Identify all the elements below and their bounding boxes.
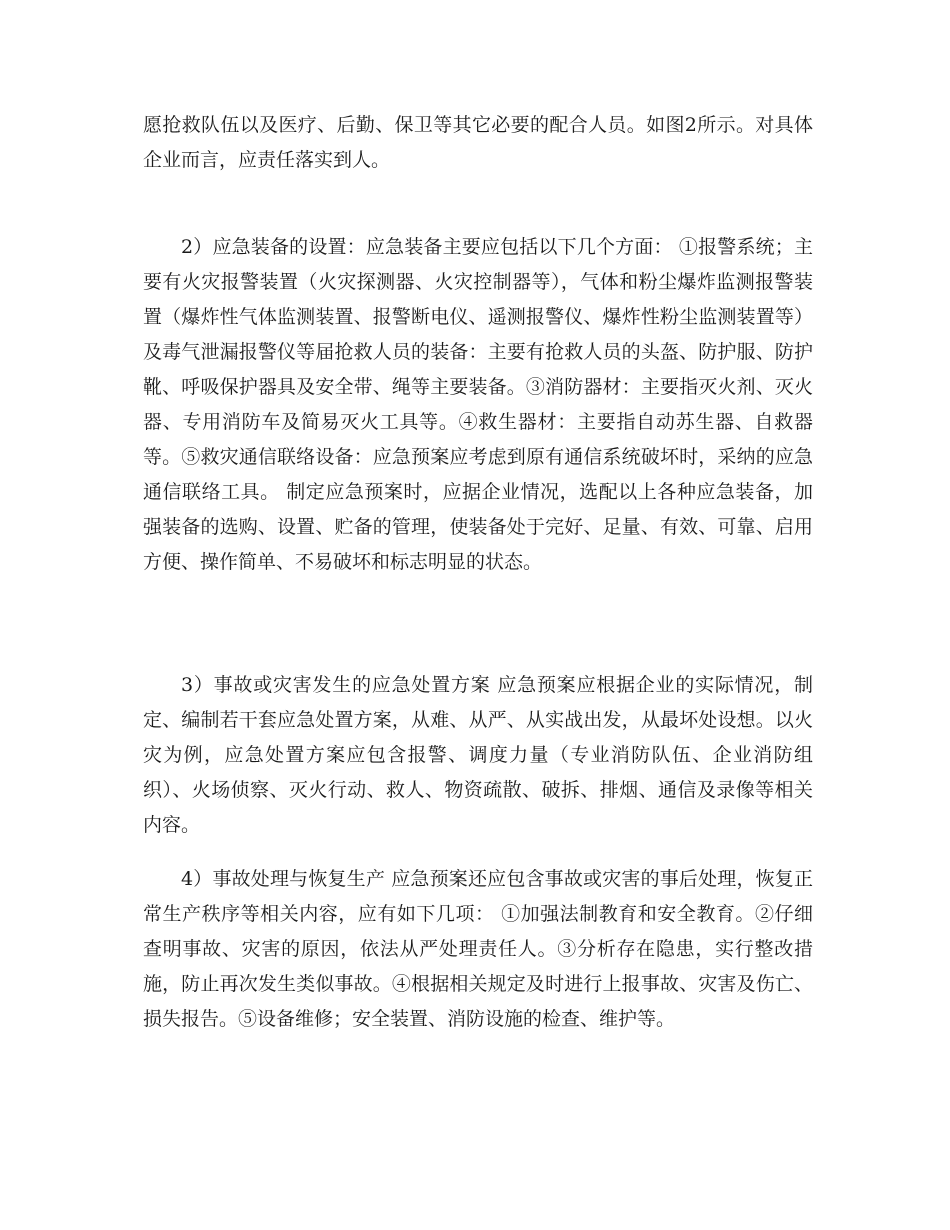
paragraph-text: 愿抢救队伍以及医疗、后勤、保卫等其它必要的配合人员。如图2所示。对具体企业而言，应责任落实到人。 [143,114,813,171]
paragraph-continuation [143,108,813,178]
paragraph-text: 2）应急装备的设置：应急装备主要应包括以下几个方面： ①报警系统；主要有火灾报警装置（火灾探测器、火灾控制器等），气体和粉尘爆炸监测报警装置（爆炸性气体监测装置、报警断电仪、遥测报警仪、爆炸性粉尘监测装置等）及毒气泄漏报警仪等届抢救人员的装备：主要有抢救人员的头盔、防护服、防护靴、呼吸保护器具及安全带、绳等主要装备。③消防器材：主要指灭火剂、灭火器、专用消防车及简易灭火工具等。④救生器材：主要指自动苏生器、自救器等。⑤救灾通信联络设备：应急预案应考虑到原有通信系统破坏时，采纳的应急通信联络工具。 制定应急预案时，应据企业情况，选配以上各种应急装备，加强装备的选购、设置、贮备的管理，使装备处于完好、足量、有效、可靠、启用方便、操作简单、不易破坏和标志明显的状态。 [143,236,813,573]
paragraph-text: 4）事故处理与恢复生产 应急预案还应包含事故或灾害的事后处理，恢复正常生产秩序等相关内容，应有如下几项： ①加强法制教育和安全教育。②仔细查明事故、灾害的原因，依法从严处理责任人。③分析存在隐患，实行整改措施，防止再次发生类似事故。④根据相关规定及时进行上报事故、灾害及伤亡、损失报告。⑤设备维修；安全装置、消防设施的检查、维护等。 [143,868,813,1030]
paragraph-accident-handling-recovery [143,862,813,1037]
paragraph-emergency-equipment [143,230,813,580]
paragraph-text: 3）事故或灾害发生的应急处置方案 应急预案应根据企业的实际情况，制定、编制若干套应急处置方案，从难、从严、从实战出发，从最坏处设想。以火灾为例，应急处置方案应包含报警、调度力量（专业消防队伍、企业消防组织）、火场侦察、灭火行动、救人、物资疏散、破拆、排烟、通信及录像等相关内容。 [143,674,813,836]
paragraph-emergency-response-plan [143,668,813,843]
